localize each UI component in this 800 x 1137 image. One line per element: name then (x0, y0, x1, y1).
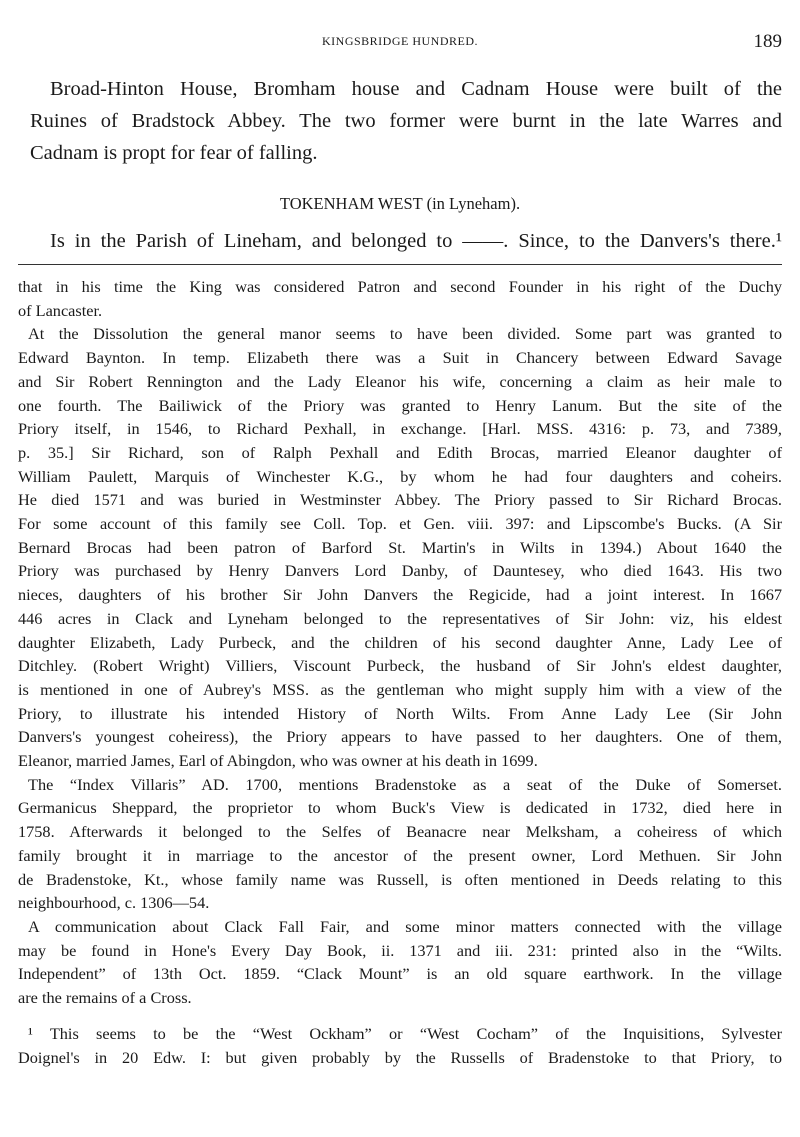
intro-line: Is in the Parish of Lineham, and belonged to ——. Since, to the Danvers's there.¹ (50, 230, 782, 252)
opening-paragraph (30, 73, 782, 169)
text-line: Broad-Hinton House, Bromham house and Cadnam House were built of the (50, 78, 782, 100)
text-line: Doignel's in 20 Edw. I: but given probably by the Russells of Bradenstoke to that Priory, to (18, 1047, 782, 1067)
column-divider-rule (18, 264, 782, 265)
text-line: ¹ This seems to be the “West Ockham” or “West Cocham” of the Inquisitions, Sylvester (28, 1024, 782, 1043)
text-line: Ruines of Bradstock Abbey. The two former were burnt in the late Warres and (30, 110, 782, 132)
text-line: Germanicus Sheppard, the proprietor to whom Buck's View is dedicated in 1732, died here in (18, 798, 782, 818)
text-line: of Lancaster. (18, 300, 103, 320)
text-line: 1758. Afterwards it belonged to the Selfes of Beanacre near Melksham, a coheiress of which (18, 822, 782, 842)
footnotes (18, 1022, 782, 1069)
text-line: Danvers's youngest coheiress), the Priory appears to have passed to her daughters. One of them, (18, 727, 782, 747)
running-head: KINGSBRIDGE HUNDRED. (322, 34, 478, 48)
text-line: The “Index Villaris” AD. 1700, mentions Bradenstoke as a seat of the Duke of Somerset. (28, 774, 782, 794)
text-line: Priory itself, in 1546, to Richard Pexhall, in exchange. [Harl. MSS. 4316: p. 73, and 7389, (18, 419, 782, 439)
text-line: p. 35.] Sir Richard, son of Ralph Pexhall and Edith Brocas, married Eleanor daughter of (18, 442, 782, 462)
text-line: Bernard Brocas had been patron of Barford St. Martin's in Wilts in 1394.) About 1640 the (18, 537, 782, 557)
text-line: de Bradenstoke, Kt., whose family name was Russell, is often mentioned in Deeds relating to this (18, 869, 782, 889)
text-line: Priory was purchased by Henry Danvers Lord Danby, of Dauntesey, who died 1643. His two (18, 561, 782, 581)
text-line: At the Dissolution the general manor seems to have been divided. Some part was granted to (28, 324, 782, 344)
text-line: neighbourhood, c. 1306—54. (18, 893, 210, 913)
text-line: family brought it in marriage to the ancestor of the present owner, Lord Methuen. Sir John (18, 845, 782, 865)
text-line: 446 acres in Clack and Lyneham belonged to the representatives of Sir John: viz, his eldest (18, 608, 782, 628)
text-line: and Sir Robert Rennington and the Lady Eleanor his wife, concerning a claim as heir male to (18, 371, 782, 391)
text-line: He died 1571 and was buried in Westminster Abbey. The Priory passed to Sir Richard Brocas. (18, 490, 782, 510)
text-line: daughter Elizabeth, Lady Purbeck, and the children of his second daughter Anne, Lady Lee of (18, 632, 782, 652)
text-line: Edward Baynton. In temp. Elizabeth there was a Suit in Chancery between Edward Savage (18, 348, 782, 368)
text-line: are the remains of a Cross. (18, 988, 192, 1008)
text-line: A communication about Clack Fall Fair, and some minor matters connected with the village (28, 916, 782, 936)
text-line: Priory, to illustrate his intended History of North Wilts. From Anne Lady Lee (Sir John (18, 703, 782, 723)
text-line: may be found in Hone's Every Day Book, ii. 1371 and iii. 231: printed also in the “Wilts. (18, 940, 782, 960)
text-line: William Paulett, Marquis of Winchester K.G., by whom he had four daughters and coheirs. (18, 466, 782, 486)
section-title: TOKENHAM WEST (in Lyneham). (279, 194, 521, 213)
text-line: is mentioned in one of Aubrey's MSS. as the gentleman who might supply him with a view of the (18, 679, 782, 699)
text-line: For some account of this family see Coll. Top. et Gen. viii. 397: and Lipscombe's Bucks. (A Sir (18, 514, 782, 534)
body-text (18, 275, 782, 1010)
text-line: one fourth. The Bailiwick of the Priory was granted to Henry Lanum. But the site of the (18, 395, 782, 415)
text-line: Eleanor, married James, Earl of Abingdon, who was owner at his death in 1699. (18, 751, 538, 771)
text-line: nieces, daughters of his brother Sir John Danvers the Regicide, had a joint interest. In 1667 (18, 585, 782, 605)
text-line: Cadnam is propt for fear of falling. (30, 142, 318, 164)
text-line: Independent” of 13th Oct. 1859. “Clack Mount” is an old square earthwork. In the village (18, 964, 782, 984)
page-number: 189 (753, 31, 782, 52)
text-line: Ditchley. (Robert Wright) Villiers, Viscount Purbeck, the husband of Sir John's eldest daughter, (18, 656, 782, 676)
text-line: that in his time the King was considered Patron and second Founder in his right of the Duchy (18, 277, 782, 296)
